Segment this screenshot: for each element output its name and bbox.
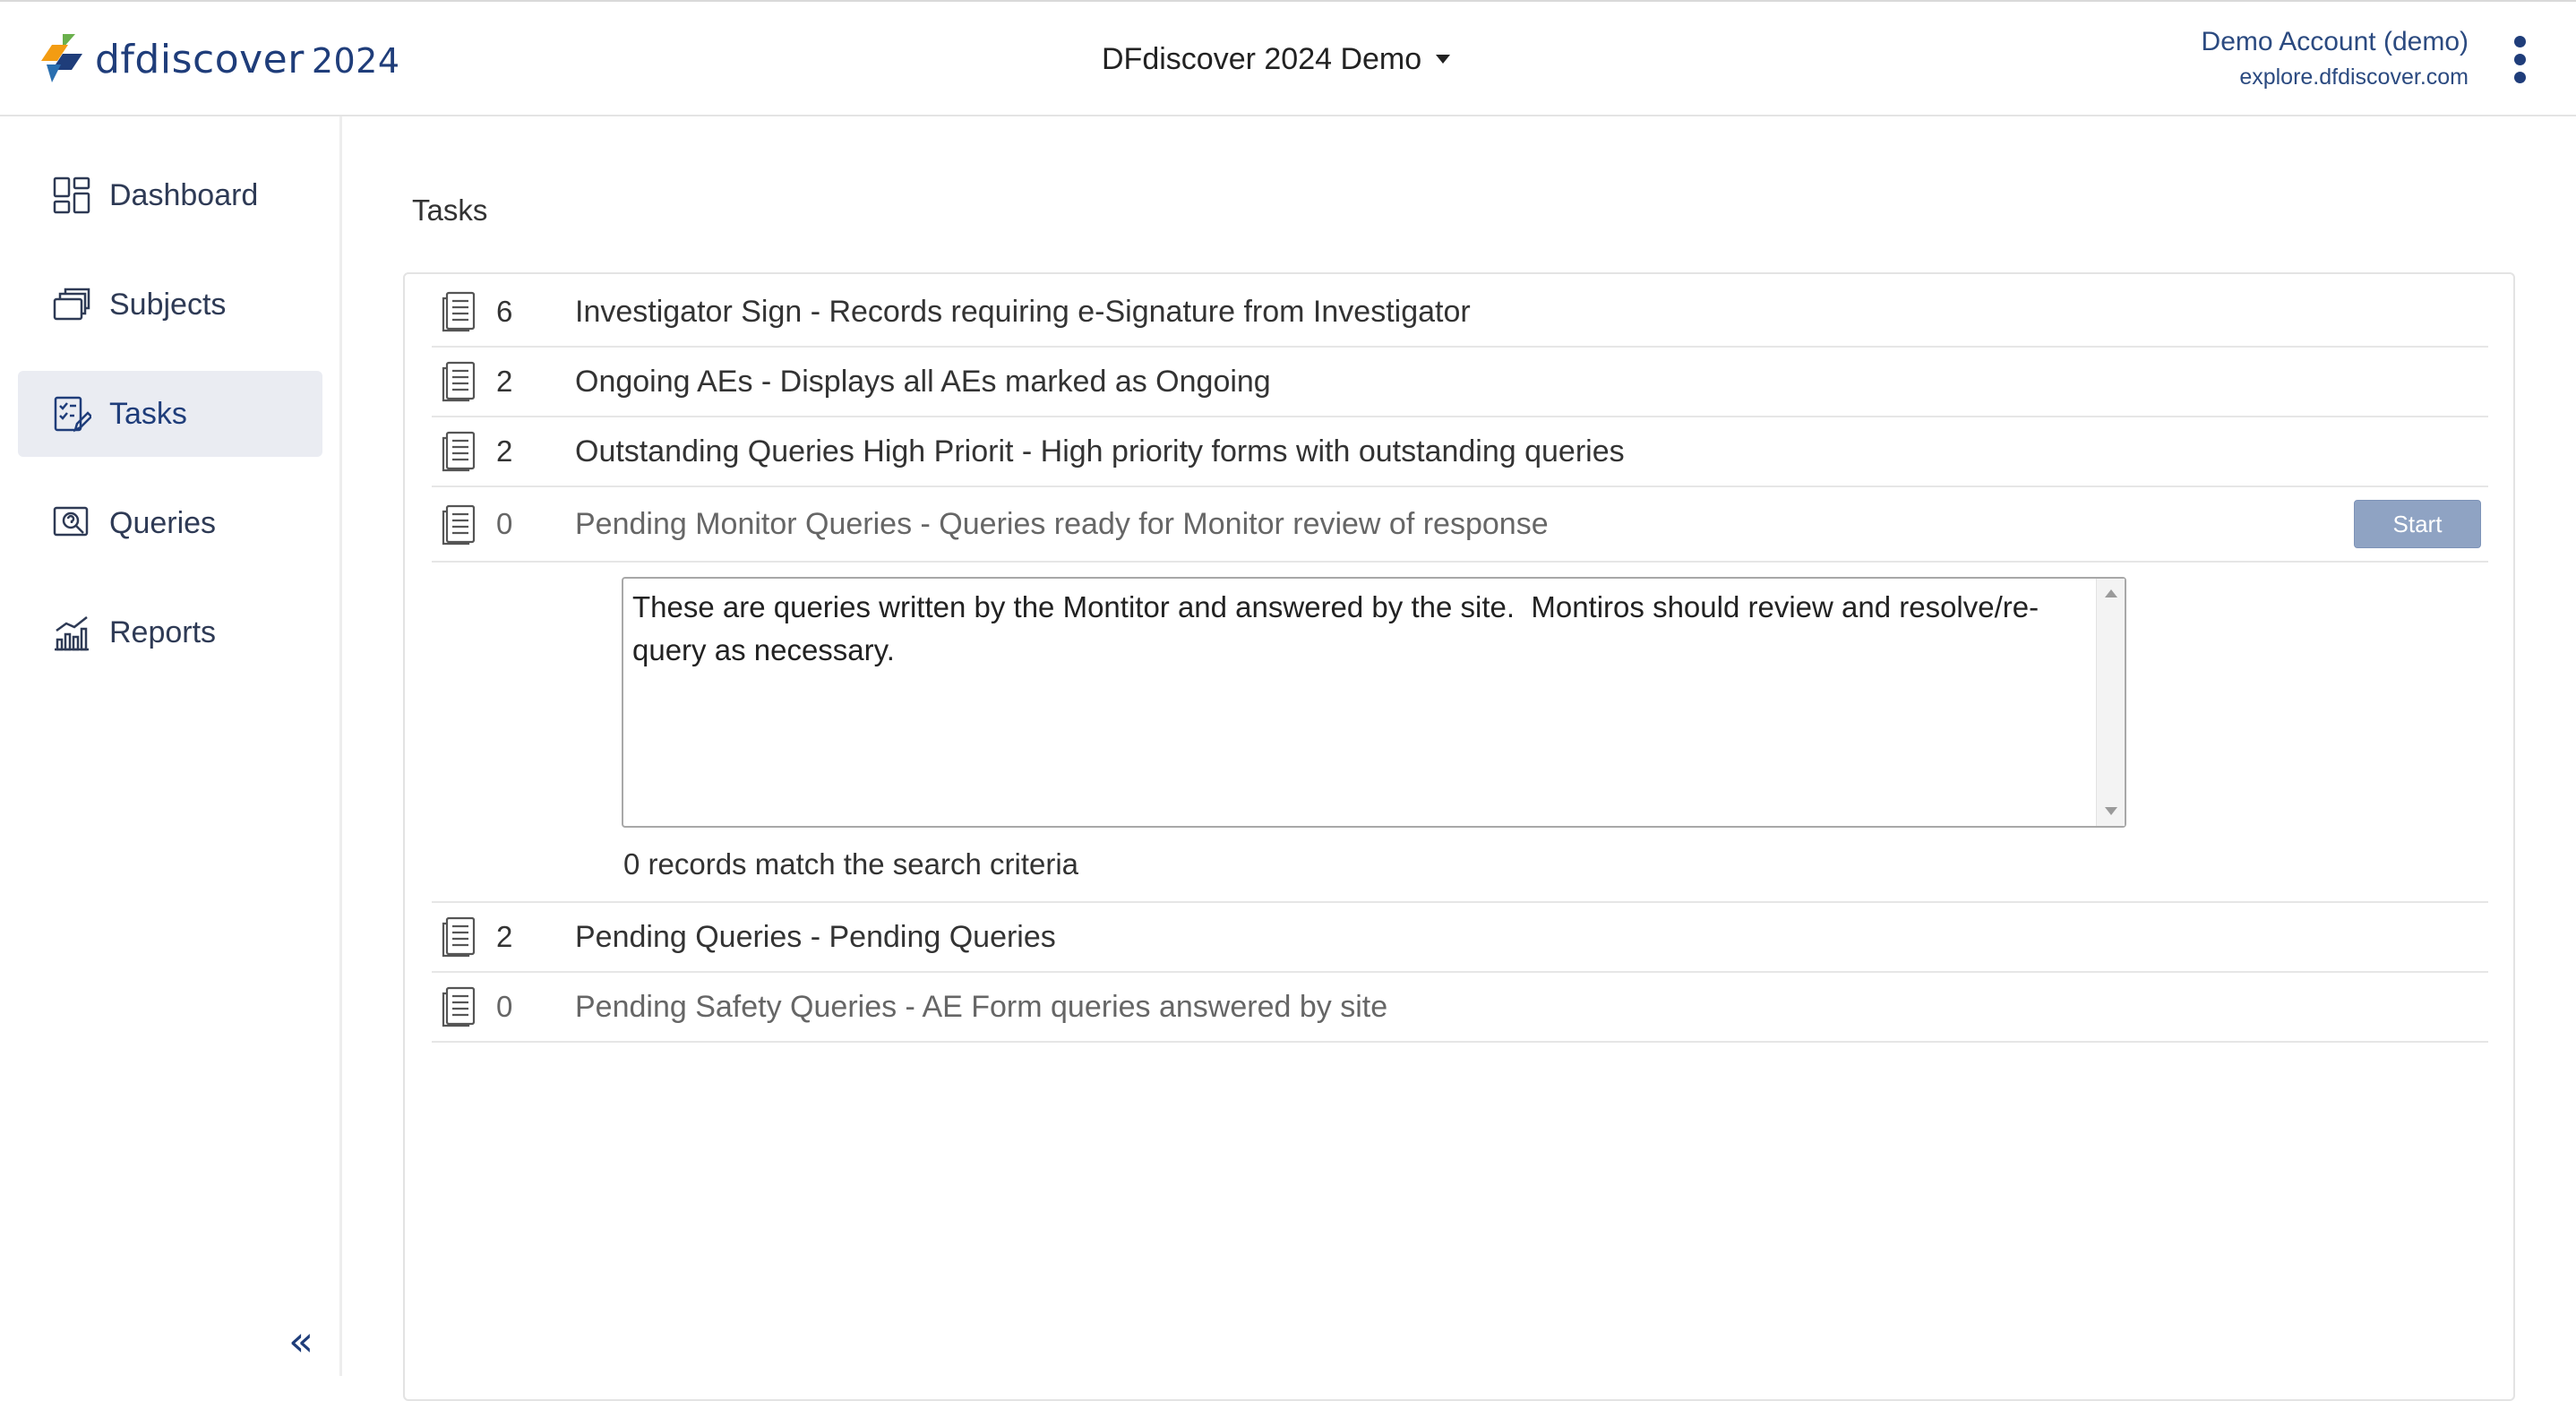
task-title: Pending Safety Queries - AE Form queries answered by site [575,989,1388,1024]
sidebar [0,116,342,1376]
task-count: 2 [496,434,513,468]
sidebar-item-dashboard[interactable] [18,152,322,238]
description-scrollbar[interactable] [2096,579,2125,826]
task-count: 2 [496,365,513,398]
sidebar-item-label: Subjects [109,287,227,322]
sidebar-item-queries[interactable] [18,480,322,566]
scroll-up-icon[interactable] [2105,589,2117,597]
sidebar-item-subjects[interactable] [18,262,322,348]
app-header [0,0,2576,116]
account-host: explore.dfdiscover.com [2239,64,2469,90]
study-selector[interactable] [1102,39,1450,79]
document-icon [441,503,477,546]
page-title: Tasks [412,193,488,227]
logo-text: dfdiscover 2024 [95,36,400,82]
task-row[interactable] [432,973,2488,1043]
document-icon [441,360,477,403]
task-row[interactable] [432,417,2488,487]
tasks-icon [52,394,91,434]
start-button[interactable]: Start [2354,500,2481,548]
document-icon [441,430,477,473]
queries-icon [52,503,91,543]
task-row[interactable] [432,348,2488,417]
task-row-expanded[interactable] [432,487,2488,563]
document-icon [441,915,477,958]
sidebar-item-reports[interactable] [18,589,322,675]
tasks-panel [403,272,2515,1401]
caret-down-icon [1436,55,1450,64]
task-description-textarea[interactable] [622,577,2126,828]
app-logo[interactable] [36,32,400,86]
dashboard-icon [52,176,91,215]
task-row[interactable] [432,278,2488,348]
task-title: Pending Monitor Queries - Queries ready for Monitor review of response [575,506,1549,541]
sidebar-item-label: Dashboard [109,177,259,212]
match-count-text: 0 records match the search criteria [623,847,1079,881]
task-count: 0 [496,990,513,1023]
sidebar-item-tasks[interactable] [18,371,322,457]
account-name: Demo Account (demo) [2201,27,2469,56]
task-count: 2 [496,920,513,953]
task-count: 0 [496,507,513,540]
task-count: 6 [496,295,513,328]
task-title: Investigator Sign - Records requiring e-Signature from Investigator [575,294,1471,329]
document-icon [441,985,477,1028]
scroll-down-icon[interactable] [2105,807,2117,815]
task-title: Pending Queries - Pending Queries [575,919,1056,954]
task-title: Ongoing AEs - Displays all AEs marked as Ongoing [575,364,1271,399]
reports-icon [52,613,91,652]
sidebar-item-label: Tasks [109,396,187,431]
task-title: Outstanding Queries High Priorit - High priority forms with outstanding queries [575,434,1625,468]
account-info [2202,27,2469,90]
collapse-sidebar-icon[interactable]: « [288,1317,314,1365]
document-icon [441,290,477,333]
dfdiscover-logo-icon [36,32,90,86]
more-options-icon[interactable] [2513,36,2528,86]
study-name: DFdiscover 2024 Demo [1102,41,1422,76]
sidebar-item-label: Reports [109,615,217,649]
subjects-icon [52,285,91,324]
task-row[interactable] [432,903,2488,973]
sidebar-item-label: Queries [109,505,217,540]
